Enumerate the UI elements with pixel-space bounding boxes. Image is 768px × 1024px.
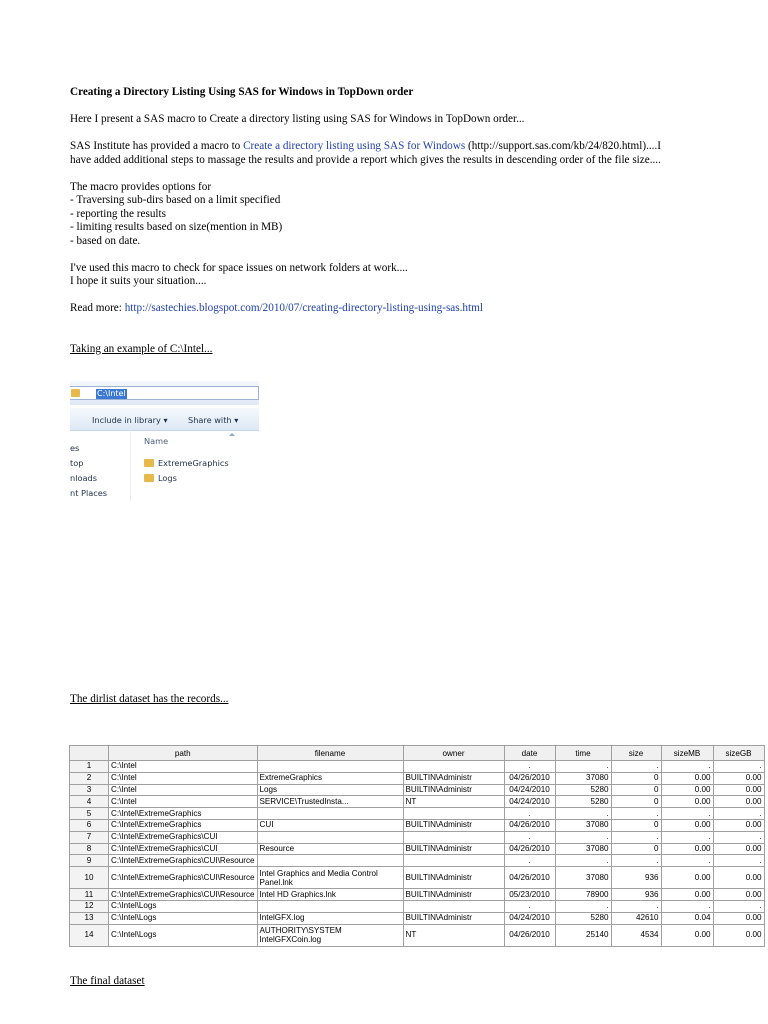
command-bar [70, 408, 259, 431]
table-cell: 0.00 [713, 784, 764, 796]
read-more-link[interactable]: http://sastechies.blogspot.com/2010/07/creating-directory-listing-using-sas.html [124, 302, 483, 314]
table-cell: 0.04 [661, 912, 713, 924]
row-number-cell: 8 [70, 843, 109, 855]
row-number-cell: 2 [70, 772, 109, 784]
table-cell: . [661, 808, 713, 820]
address-text[interactable]: C:\Intel [97, 389, 126, 398]
nav-item[interactable]: nt Places [70, 488, 108, 498]
table-cell: . [555, 808, 611, 820]
table-row[interactable] [70, 831, 765, 843]
row-number-cell: 3 [70, 784, 109, 796]
row-number-cell: 9 [70, 855, 109, 867]
table-cell: 04/26/2010 [504, 867, 555, 889]
table-cell: C:\Intel\Logs [109, 912, 258, 924]
table-cell: 04/24/2010 [504, 796, 555, 808]
table-row[interactable] [70, 867, 765, 889]
row-number-cell: 4 [70, 796, 109, 808]
source-paragraph [70, 140, 760, 167]
folder-item[interactable] [144, 473, 177, 483]
table-cell: 42610 [611, 912, 661, 924]
table-cell: 0.00 [661, 889, 713, 901]
table-row[interactable] [70, 900, 765, 912]
usage-line: I've used this macro to check for space issues on network folders at work.... [70, 261, 408, 274]
table-cell: Intel HD Graphics.lnk [257, 889, 403, 901]
table-cell: C:\Intel [109, 761, 258, 773]
address-bar [70, 381, 259, 405]
chevron-down-icon: ▾ [234, 415, 239, 425]
table-cell: BUILTIN\Administr [403, 819, 504, 831]
table-cell: ExtremeGraphics [257, 772, 403, 784]
table-cell: . [713, 761, 764, 773]
table-cell: . [713, 808, 764, 820]
read-more-label: Read more: [70, 302, 125, 314]
row-number-cell: 5 [70, 808, 109, 820]
table-cell: . [504, 761, 555, 773]
table-cell: 0 [611, 784, 661, 796]
table-row[interactable] [70, 819, 765, 831]
sort-up-icon [229, 433, 235, 436]
table-cell [403, 808, 504, 820]
table-cell: . [504, 900, 555, 912]
explorer-screenshot [70, 381, 259, 501]
row-number-cell: 6 [70, 819, 109, 831]
source-text-line2: have added additional steps to massage the results and provide a report which gives the results in descending order of the file size.... [70, 153, 661, 166]
row-number-cell: 11 [70, 889, 109, 901]
table-cell: 0.00 [713, 867, 764, 889]
table-cell: 04/26/2010 [504, 772, 555, 784]
table-cell: NT [403, 924, 504, 946]
folder-icon [144, 459, 154, 467]
column-header[interactable]: sizeMB [661, 746, 713, 761]
read-more [70, 302, 760, 316]
table-cell: 04/26/2010 [504, 819, 555, 831]
table-cell: C:\Intel\ExtremeGraphics [109, 808, 258, 820]
table-cell: CUI [257, 819, 403, 831]
column-header[interactable]: filename [257, 746, 403, 761]
row-number-cell: 13 [70, 912, 109, 924]
example-heading: Taking an example of C:\Intel... [70, 342, 213, 355]
source-text-before: SAS Institute has provided a macro to [70, 140, 244, 152]
nav-item[interactable]: nloads [70, 473, 97, 483]
table-cell: . [555, 855, 611, 867]
table-cell: 0.00 [661, 784, 713, 796]
table-cell: . [555, 831, 611, 843]
table-cell: 04/24/2010 [504, 912, 555, 924]
table-cell: . [713, 900, 764, 912]
table-cell: 936 [611, 867, 661, 889]
table-cell: 05/23/2010 [504, 889, 555, 901]
row-number-cell: 14 [70, 924, 109, 946]
table-cell: 0.00 [661, 867, 713, 889]
navigation-pane [70, 430, 130, 501]
table-cell: 0.00 [713, 819, 764, 831]
table-row[interactable] [70, 912, 765, 924]
table-cell: . [504, 808, 555, 820]
name-column-header[interactable]: Name [144, 436, 169, 446]
table-cell: AUTHORITY\SYSTEM IntelGFXCoin.log [257, 924, 403, 946]
table-cell: BUILTIN\Administr [403, 843, 504, 855]
dirlist-table [69, 745, 765, 947]
table-cell: . [555, 761, 611, 773]
table-row[interactable] [70, 843, 765, 855]
table-cell: 37080 [555, 819, 611, 831]
sas-macro-link[interactable]: Create a directory listing using SAS for Windows [243, 140, 466, 152]
table-cell: 0.00 [661, 772, 713, 784]
source-text-after: (http://support.sas.com/kb/24/820.html)....I [465, 140, 661, 152]
table-cell: 5280 [555, 912, 611, 924]
table-cell: BUILTIN\Administr [403, 912, 504, 924]
table-cell: 5280 [555, 784, 611, 796]
table-cell: Intel Graphics and Media Control Panel.lnk [257, 867, 403, 889]
table-cell [257, 831, 403, 843]
table-cell: 0.00 [661, 843, 713, 855]
table-cell [257, 900, 403, 912]
table-cell: . [611, 808, 661, 820]
table-cell: C:\Intel\ExtremeGraphics\CUI\Resource [109, 855, 258, 867]
table-header-row [70, 746, 765, 761]
table-cell: C:\Intel\Logs [109, 924, 258, 946]
folder-name: ExtremeGraphics [158, 458, 229, 468]
table-cell [403, 900, 504, 912]
table-cell: BUILTIN\Administr [403, 889, 504, 901]
table-cell: 04/24/2010 [504, 784, 555, 796]
table-cell: 0.00 [661, 924, 713, 946]
table-cell: C:\Intel [109, 784, 258, 796]
table-cell: 0.00 [713, 924, 764, 946]
table-cell: C:\Intel\ExtremeGraphics [109, 819, 258, 831]
usage-line: I hope it suits your situation.... [70, 275, 207, 287]
table-row[interactable] [70, 924, 765, 946]
table-cell: 5280 [555, 796, 611, 808]
table-row[interactable] [70, 808, 765, 820]
table-cell: . [713, 831, 764, 843]
folder-icon [144, 474, 154, 482]
table-cell [257, 761, 403, 773]
table-cell: . [611, 900, 661, 912]
table-cell: 0.00 [713, 843, 764, 855]
table-cell: . [504, 831, 555, 843]
table-cell: C:\Intel [109, 772, 258, 784]
table-cell: 0.00 [661, 796, 713, 808]
table-cell: . [611, 761, 661, 773]
article-title: Creating a Directory Listing Using SAS for Windows in TopDown order [70, 86, 414, 98]
folder-icon [71, 389, 80, 397]
table-cell: 0.00 [713, 772, 764, 784]
table-cell: BUILTIN\Administr [403, 867, 504, 889]
row-number-cell: 10 [70, 867, 109, 889]
intro-paragraph: Here I present a SAS macro to Create a directory listing using SAS for Windows in TopDown order... [70, 113, 525, 125]
table-cell: . [504, 855, 555, 867]
row-number-cell: 1 [70, 761, 109, 773]
table-cell: C:\Intel\ExtremeGraphics\CUI\Resource [109, 867, 258, 889]
column-header[interactable]: size [611, 746, 661, 761]
table-cell: 936 [611, 889, 661, 901]
table-row[interactable] [70, 855, 765, 867]
table-cell: SERVICE\TrustedInsta... [257, 796, 403, 808]
table-cell: . [661, 831, 713, 843]
table-cell: 25140 [555, 924, 611, 946]
table-cell: Resource [257, 843, 403, 855]
table-cell: 37080 [555, 772, 611, 784]
table-cell: IntelGFX.log [257, 912, 403, 924]
folder-name: Logs [158, 473, 177, 483]
column-header[interactable]: time [555, 746, 611, 761]
row-number-header [70, 746, 109, 761]
final-dataset-heading: The final dataset [70, 975, 145, 987]
table-row[interactable] [70, 772, 765, 784]
table-cell: C:\Intel\ExtremeGraphics\CUI [109, 831, 258, 843]
column-header[interactable]: owner [403, 746, 504, 761]
row-number-cell: 12 [70, 900, 109, 912]
table-cell: . [611, 831, 661, 843]
table-cell: 04/26/2010 [504, 843, 555, 855]
table-cell: C:\Intel\Logs [109, 900, 258, 912]
nav-item[interactable]: top [70, 458, 84, 468]
table-body [70, 761, 765, 947]
dirlist-heading: The dirlist dataset has the records... [70, 693, 229, 705]
table-cell: 04/26/2010 [504, 924, 555, 946]
chevron-down-icon: ▾ [163, 415, 168, 425]
table-cell: BUILTIN\Administr [403, 772, 504, 784]
table-cell [403, 761, 504, 773]
table-cell: C:\Intel\ExtremeGraphics\CUI\Resource [109, 889, 258, 901]
nav-item[interactable]: es [70, 443, 80, 453]
table-cell: 37080 [555, 843, 611, 855]
include-in-library-button[interactable] [92, 415, 168, 425]
row-number-cell: 7 [70, 831, 109, 843]
document-body [70, 86, 760, 356]
option-item: - reporting the results [70, 207, 167, 220]
file-list [130, 430, 259, 501]
options-intro: The macro provides options for [70, 180, 212, 193]
include-in-library-label: Include in library [92, 415, 161, 425]
table-cell [257, 808, 403, 820]
table-cell: . [555, 900, 611, 912]
table-cell: 4534 [611, 924, 661, 946]
table-cell: 0.00 [661, 819, 713, 831]
share-with-label: Share with [188, 415, 232, 425]
table-cell [403, 855, 504, 867]
table-cell: 0 [611, 843, 661, 855]
table-cell: 0 [611, 772, 661, 784]
table-row[interactable] [70, 796, 765, 808]
table-cell: 0.00 [713, 912, 764, 924]
table-cell: . [661, 761, 713, 773]
table-cell: . [611, 855, 661, 867]
column-header[interactable]: date [504, 746, 555, 761]
table-cell: 78900 [555, 889, 611, 901]
column-header[interactable]: path [109, 746, 258, 761]
table-cell: 0.00 [713, 889, 764, 901]
table-cell: . [713, 855, 764, 867]
table-cell: 0 [611, 796, 661, 808]
share-with-button[interactable] [188, 415, 238, 425]
table-cell: BUILTIN\Administr [403, 784, 504, 796]
table-row[interactable] [70, 889, 765, 901]
table-cell: 0 [611, 819, 661, 831]
table-cell: NT [403, 796, 504, 808]
table-cell: 0.00 [713, 796, 764, 808]
option-item: - limiting results based on size(mention in MB) [70, 221, 283, 233]
table-cell [257, 855, 403, 867]
table-cell: 37080 [555, 867, 611, 889]
table-row[interactable] [70, 784, 765, 796]
option-item: - Traversing sub-dirs based on a limit specified [70, 194, 281, 206]
table-cell: C:\Intel\ExtremeGraphics\CUI [109, 843, 258, 855]
table-row[interactable] [70, 761, 765, 773]
table-cell: C:\Intel [109, 796, 258, 808]
option-item: - based on date. [70, 234, 141, 247]
folder-item[interactable] [144, 458, 229, 468]
table-cell: . [661, 855, 713, 867]
table-cell: . [661, 900, 713, 912]
table-cell: Logs [257, 784, 403, 796]
column-header[interactable]: sizeGB [713, 746, 764, 761]
table-cell [403, 831, 504, 843]
